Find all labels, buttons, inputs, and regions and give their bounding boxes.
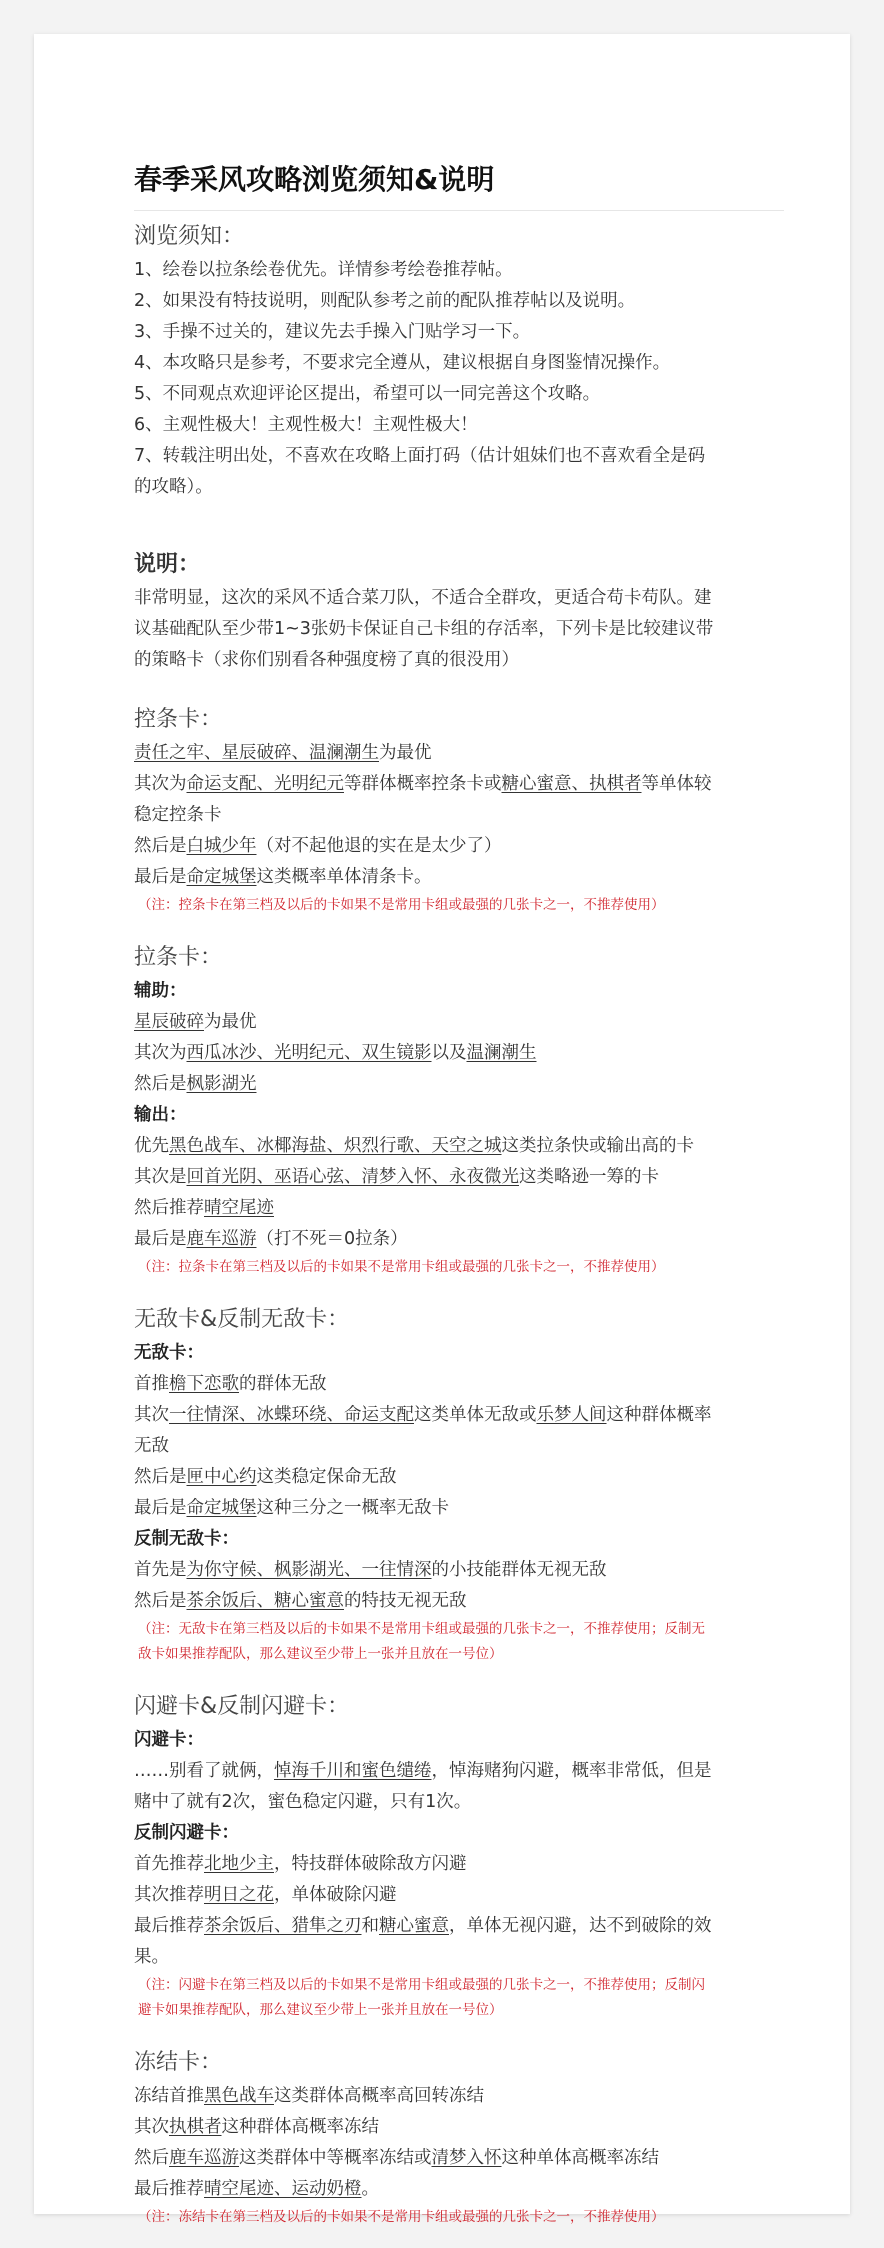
control-note: （注：控条卡在第三档及以后的卡如果不是常用卡组或最强的几张卡之一，不推荐使用） [138, 897, 665, 913]
card-name-link: 晴空尾迹 [204, 1198, 274, 1218]
text: 其次为 [134, 1043, 187, 1063]
article-card [34, 34, 850, 2225]
text: （打不死＝0拉条） [256, 1229, 408, 1249]
text: 然后是 [134, 836, 187, 856]
text: 的小技能群体无视无敌 [431, 1560, 607, 1580]
card-name-link: 明日之花 [204, 1885, 274, 1905]
freeze-line [134, 2174, 784, 2205]
pull-line [134, 1162, 784, 1193]
notice-item: 3、手操不过关的，建议先去手操入门贴学习一下。 [134, 322, 531, 342]
text: 这类概率单体清条卡。 [256, 867, 432, 887]
dodge-sub: 闪避卡： [134, 1730, 204, 1750]
dodge-line [134, 1911, 784, 1942]
pull-line [134, 1131, 784, 1162]
text: 这类群体中等概率冻结或 [239, 2148, 432, 2168]
counter-dodge-sub: 反制闪避卡： [134, 1823, 239, 1843]
text: 等单体较 [641, 774, 712, 794]
card-name-link: 檐下恋歌 [169, 1374, 239, 1394]
card-name-link: 匣中心约 [186, 1467, 257, 1487]
text: 其次 [134, 1405, 169, 1425]
card-name-link: 悼海千川和蜜色缱绻 [274, 1761, 432, 1781]
card-name-link: 枫影湖光 [186, 1074, 257, 1094]
page-title: 春季采风攻略浏览须知&说明 [134, 130, 784, 211]
pull-line [134, 1193, 784, 1224]
article-content [134, 130, 784, 2230]
card-name-link: 北地少主 [204, 1854, 274, 1874]
text: 其次 [134, 2117, 169, 2137]
control-line [134, 738, 784, 769]
pull-sub-output: 输出： [134, 1105, 187, 1125]
dodge-heading: 闪避卡&反制闪避卡： [134, 1694, 350, 1719]
card-name-link: 命运支配、光明纪元 [186, 774, 344, 794]
card-name-link: 黑色战车、冰椰海盐、炽烈行歌、天空之城 [169, 1136, 502, 1156]
text: 这种单体高概率冻结 [501, 2148, 659, 2168]
text: 这类稳定保命无敌 [256, 1467, 397, 1487]
card-name-link: 糖心蜜意、执棋者 [501, 774, 642, 794]
text: 和 [361, 1916, 379, 1936]
text: 这种三分之一概率无敌卡 [256, 1498, 449, 1518]
notice-item: 6、主观性极大！主观性极大！主观性极大！ [134, 415, 478, 435]
text: 为最优 [204, 1012, 257, 1032]
text: 最后是 [134, 1498, 187, 1518]
text: 以及 [431, 1043, 467, 1063]
explain-section [134, 547, 784, 676]
text: 最后推荐 [134, 1916, 204, 1936]
card-name-link: 乐梦人间 [536, 1405, 607, 1425]
card-name-link: 鹿车巡游 [186, 1229, 257, 1249]
text: 优先 [134, 1136, 169, 1156]
pull-heading: 拉条卡： [134, 945, 223, 970]
text: ，悼海赌狗闪避，概率非常低，但是 [431, 1761, 712, 1781]
card-name-link: 白城少年 [186, 836, 257, 856]
text: 这种群体高概率冻结 [221, 2117, 379, 2137]
card-name-link: 茶余饭后、糖心蜜意 [186, 1591, 344, 1611]
counter-invincible-sub: 反制无敌卡： [134, 1529, 239, 1549]
text: 最后是 [134, 1229, 187, 1249]
text: 冻结首推 [134, 2086, 204, 2106]
text: 为最优 [379, 743, 432, 763]
card-name-link: 执棋者 [169, 2117, 222, 2137]
dodge-line [134, 1849, 784, 1880]
dodge-note: 避卡如果推荐配队，那么建议至少带上一张并且放在一号位） [138, 2002, 503, 2018]
invincible-heading: 无敌卡&反制无敌卡： [134, 1307, 350, 1332]
freeze-line [134, 2081, 784, 2112]
card-name-link: 茶余饭后、猎隼之刃 [204, 1916, 362, 1936]
pull-sub-support: 辅助： [134, 981, 187, 1001]
text: 然后是 [134, 1591, 187, 1611]
card-name-link: 黑色战车 [204, 2086, 274, 2106]
card-name-link: 晴空尾迹、运动奶橙 [204, 2179, 362, 2199]
freeze-heading: 冻结卡： [134, 2050, 223, 2075]
card-name-link: 为你守候、枫影湖光、一往情深 [186, 1560, 432, 1580]
text: 然后是 [134, 1467, 187, 1487]
notice-item: 的攻略）。 [134, 477, 213, 497]
control-section [134, 702, 784, 918]
invincible-section [134, 1302, 784, 1667]
freeze-note: （注：冻结卡在第三档及以后的卡如果不是常用卡组或最强的几张卡之一，不推荐使用） [138, 2209, 665, 2225]
pull-line [134, 1007, 784, 1038]
text: 首先是 [134, 1560, 187, 1580]
card-name-link: 一往情深、冰蝶环绕、命运支配 [169, 1405, 414, 1425]
text: 这种群体概率 [606, 1405, 712, 1425]
text: 其次推荐 [134, 1885, 204, 1905]
freeze-line [134, 2112, 784, 2143]
invincible-line [134, 1586, 784, 1617]
text: 的特技无视无敌 [344, 1591, 467, 1611]
dodge-line [134, 1756, 784, 1787]
explain-heading: 说明： [134, 552, 201, 577]
notice-item: 4、本攻略只是参考，不要求完全遵从，建议根据自身图鉴情况操作。 [134, 353, 671, 373]
notice-item: 7、转载注明出处，不喜欢在攻略上面打码（估计姐妹们也不喜欢看全是码 [134, 446, 706, 466]
control-heading: 控条卡： [134, 707, 223, 732]
text: 这类略逊一筹的卡 [519, 1167, 659, 1187]
text: 。 [361, 2179, 379, 2199]
card-name-link: 温澜潮生 [466, 1043, 537, 1063]
control-line [134, 769, 784, 800]
invincible-sub: 无敌卡： [134, 1343, 204, 1363]
text: ……别看了就俩， [134, 1761, 274, 1781]
dodge-line: 果。 [134, 1947, 169, 1967]
pull-section [134, 940, 784, 1280]
notice-section [134, 219, 784, 503]
card-name-link: 清梦入怀 [431, 2148, 502, 2168]
dodge-line: 赌中了就有2次，蜜色稳定闪避，只有1次。 [134, 1792, 472, 1812]
invincible-line [134, 1400, 784, 1431]
freeze-section [134, 2045, 784, 2230]
invincible-line: 无敌 [134, 1436, 169, 1456]
text: 最后是 [134, 867, 187, 887]
text: 然后是 [134, 1074, 187, 1094]
invincible-line [134, 1462, 784, 1493]
dodge-section [134, 1689, 784, 2023]
text: 其次是 [134, 1167, 187, 1187]
dodge-line [134, 1880, 784, 1911]
text: 这类群体高概率高回转冻结 [274, 2086, 484, 2106]
explain-line: 的策略卡（求你们别看各种强度榜了真的很没用） [134, 650, 519, 670]
invincible-note: 敌卡如果推荐配队，那么建议至少带上一张并且放在一号位） [138, 1646, 503, 1662]
text: ，特技群体破除敌方闪避 [274, 1854, 467, 1874]
invincible-line [134, 1493, 784, 1524]
text: 首推 [134, 1374, 169, 1394]
notice-item: 1、绘卷以拉条绘卷优先。详情参考绘卷推荐帖。 [134, 260, 513, 280]
invincible-line [134, 1555, 784, 1586]
text: （对不起他退的实在是太少了） [256, 836, 502, 856]
text: 这类拉条快或输出高的卡 [501, 1136, 694, 1156]
explain-line: 议基础配队至少带1~3张奶卡保证自己卡组的存活率，下列卡是比较建议带 [134, 619, 714, 639]
control-line [134, 831, 784, 862]
text: 最后推荐 [134, 2179, 204, 2199]
card-name-link: 责任之牢、星辰破碎、温澜潮生 [134, 743, 379, 763]
notice-heading: 浏览须知： [134, 224, 245, 249]
invincible-note: （注：无敌卡在第三档及以后的卡如果不是常用卡组或最强的几张卡之一，不推荐使用；反制无 [138, 1621, 705, 1637]
text: 的群体无敌 [239, 1374, 327, 1394]
invincible-line [134, 1369, 784, 1400]
text: 首先推荐 [134, 1854, 204, 1874]
control-line: 稳定控条卡 [134, 805, 222, 825]
pull-note: （注：拉条卡在第三档及以后的卡如果不是常用卡组或最强的几张卡之一，不推荐使用） [138, 1259, 665, 1275]
text: 这类单体无敌或 [414, 1405, 537, 1425]
notice-item: 5、不同观点欢迎评论区提出，希望可以一同完善这个攻略。 [134, 384, 601, 404]
text: ，单体无视闪避，达不到破除的效 [449, 1916, 712, 1936]
text: 然后 [134, 2148, 169, 2168]
explain-line: 非常明显，这次的采风不适合菜刀队，不适合全群攻，更适合苟卡苟队。建 [134, 588, 712, 608]
control-line [134, 862, 784, 893]
pull-line [134, 1224, 784, 1255]
text: 然后推荐 [134, 1198, 204, 1218]
card-name-link: 命定城堡 [186, 867, 257, 887]
text: 等群体概率控条卡或 [344, 774, 502, 794]
text: ，单体破除闪避 [274, 1885, 397, 1905]
card-name-link: 糖心蜜意 [379, 1916, 449, 1936]
pull-line [134, 1069, 784, 1100]
dodge-note: （注：闪避卡在第三档及以后的卡如果不是常用卡组或最强的几张卡之一，不推荐使用；反制闪 [138, 1977, 705, 1993]
freeze-line [134, 2143, 784, 2174]
card-name-link: 鹿车巡游 [169, 2148, 239, 2168]
notice-item: 2、如果没有特技说明，则配队参考之前的配队推荐帖以及说明。 [134, 291, 636, 311]
card-name-link: 回首光阴、巫语心弦、清梦入怀、永夜微光 [186, 1167, 519, 1187]
pull-line [134, 1038, 784, 1069]
card-name-link: 命定城堡 [186, 1498, 257, 1518]
text: 其次为 [134, 774, 187, 794]
card-name-link: 西瓜冰沙、光明纪元、双生镜影 [186, 1043, 432, 1063]
card-name-link: 星辰破碎 [134, 1012, 204, 1032]
